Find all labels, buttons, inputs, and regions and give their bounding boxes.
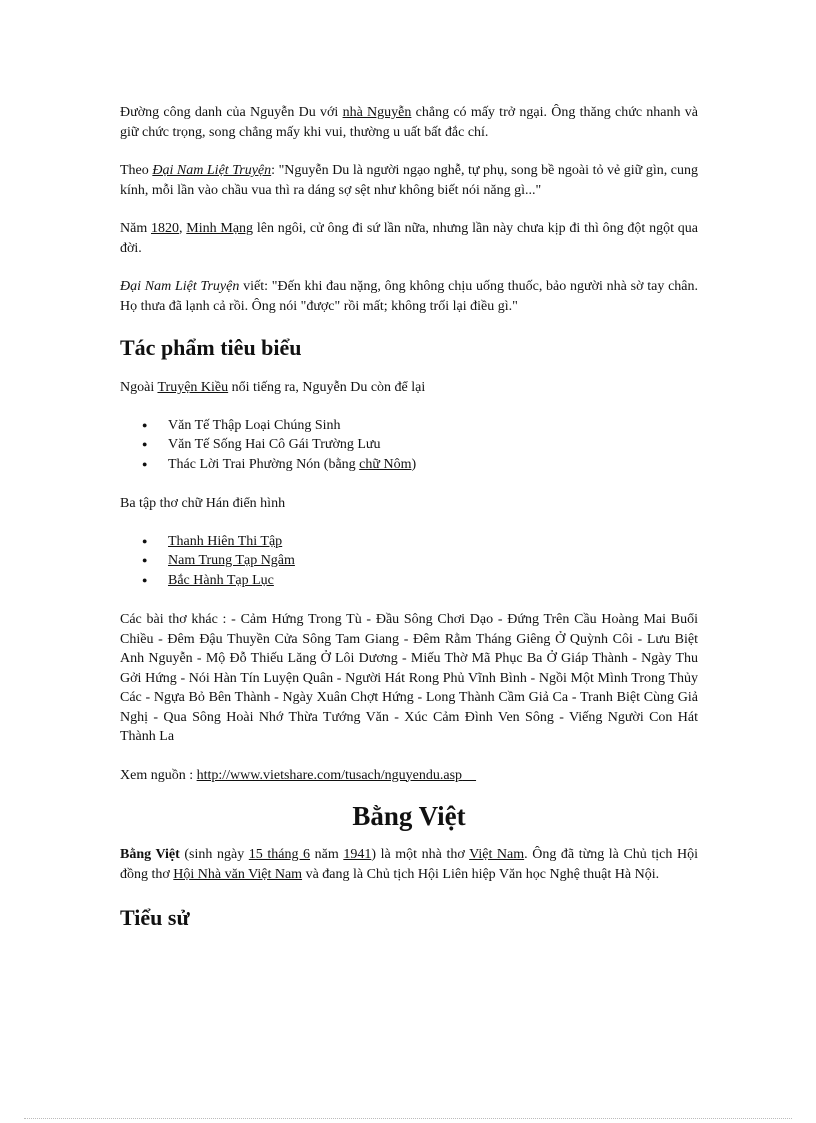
page-bottom-divider bbox=[24, 1118, 792, 1119]
bio-paragraph-4 bbox=[120, 277, 698, 316]
text: Đường công danh của Nguyễn Du với bbox=[120, 105, 343, 120]
source-line bbox=[120, 766, 698, 786]
article-title: Bằng Việt bbox=[352, 801, 466, 831]
italic-title: Đại Nam Liệt Truyện bbox=[120, 279, 240, 294]
list-item bbox=[168, 571, 698, 591]
bio-paragraph-3 bbox=[120, 219, 698, 258]
link-hoi-nha-van[interactable]: Hội Nhà văn Việt Nam bbox=[173, 866, 303, 882]
text: Ngoài bbox=[120, 380, 158, 395]
link-birth-year[interactable]: 1941 bbox=[343, 847, 372, 862]
text: viết: "Đến khi đau nặng, ông không chịu uống thuốc, bảo người nhà sờ tay chân. Họ thưa đã lạnh cả rồi. Ông nói "được" rồi mất; không trối lại điều gì." bbox=[120, 279, 698, 314]
works-heading: Tác phẩm tiêu biểu bbox=[120, 335, 302, 360]
text: Theo bbox=[120, 163, 153, 178]
link-birth-date[interactable]: 15 tháng 6 bbox=[248, 847, 311, 862]
text: Xem nguồn : bbox=[120, 767, 197, 783]
biography-heading: Tiểu sử bbox=[120, 905, 190, 930]
other-poems: Các bài thơ khác : - Cảm Hứng Trong Tù - Đầu Sông Chơi Dạo - Đứng Trên Cầu Hoàng Mai Buổi Chiều - Đêm Đậu Thuyền Cửa Sông Tam Giang - Đêm Rằm Tháng Giêng Ở Quỳnh Côi - Lưu Biệt Anh Nguyễn - Mộ Đỗ Thiếu Lăng Ở Lôi Dương - Miếu Thờ Mã Phục Ba Ở Giáp Thành - Ngày Thu Gởi Hứng - Nói Hàn Tín Luyện Quân - Người Hát Rong Phủ Vĩnh Bình - Ngồi Một Mình Trong Thủy Các - Ngựa Bỏ Bên Thành - Ngày Xuân Chợt Hứng - Long Thành Cầm Giả Ca - Tranh Biệt Cùng Giả Nghị - Qua Sông Hoài Nhớ Thừa Tướng Văn - Xúc Cảm Đình Ven Sông - Viếng Người Con Hát Thành La bbox=[120, 612, 698, 744]
text: năm bbox=[310, 847, 344, 862]
bio-paragraph-1 bbox=[120, 103, 698, 142]
text: nổi tiếng ra, Nguyễn Du còn để lại bbox=[228, 380, 426, 395]
link-dai-nam-liet-truyen[interactable]: Đại Nam Liệt Truyện bbox=[152, 163, 272, 178]
han-works-intro: Ba tập thơ chữ Hán điển hình bbox=[120, 496, 286, 511]
works-intro bbox=[120, 378, 698, 398]
link-viet-nam[interactable]: Việt Nam bbox=[469, 847, 525, 862]
list-item bbox=[168, 455, 698, 475]
document-page bbox=[120, 103, 698, 948]
bold-name: Bằng Việt bbox=[120, 847, 180, 862]
text: và đang là Chủ tịch Hội Liên hiệp Văn học Nghệ thuật Hà Nội. bbox=[302, 866, 660, 882]
text: Năm bbox=[120, 221, 151, 236]
link-bac-hanh-tap-luc[interactable]: Bắc Hành Tạp Lục bbox=[168, 572, 274, 588]
text: . Ông đã từng là Chủ tịch Hội đồng thơ bbox=[120, 847, 698, 882]
han-works-list bbox=[120, 532, 698, 591]
text: , bbox=[179, 221, 187, 236]
link-thanh-hien-thi-tap[interactable]: Thanh Hiên Thi Tập bbox=[168, 533, 283, 549]
text: : "Nguyễn Du là người ngạo nghễ, tự phụ, song bề ngoài tỏ vẻ giữ gìn, cung kính, mỗi lần vào chầu vua thì ra dáng sợ sệt như không biết nói năng gì..." bbox=[120, 163, 698, 198]
text: chẳng có mấy trở ngại. Ông thăng chức nhanh và giữ chức trọng, song chẳng mấy khi vui, thường u uất bất đắc chí. bbox=[120, 105, 699, 140]
link-chu-nom[interactable]: chữ Nôm bbox=[359, 456, 412, 472]
text: ) bbox=[411, 456, 417, 472]
list-item: ● Văn Tế Thập Loại Chúng Sinh bbox=[168, 416, 698, 436]
source-link[interactable]: http://www.vietshare.com/tusach/nguyendu.asp bbox=[196, 767, 463, 783]
text: Thác Lời Trai Phường Nón (bằng bbox=[168, 456, 360, 472]
bio-paragraph-2 bbox=[120, 161, 698, 200]
list-item bbox=[168, 532, 698, 552]
list-item bbox=[168, 551, 698, 571]
nom-works-list bbox=[120, 416, 698, 475]
text: ) là một nhà thơ bbox=[371, 847, 470, 862]
list-item: ● Văn Tế Sống Hai Cô Gái Trường Lưu bbox=[168, 435, 698, 455]
bang-viet-intro bbox=[120, 845, 698, 884]
link-nam-trung-tap-ngam[interactable]: Nam Trung Tạp Ngâm bbox=[168, 553, 295, 568]
text: lên ngôi, cử ông đi sứ lần nữa, nhưng lần này chưa kịp đi thì ông đột ngột qua đời. bbox=[120, 221, 698, 256]
link-minh-mang[interactable]: Minh Mạng bbox=[186, 221, 254, 236]
link-nha-nguyen[interactable]: nhà Nguyễn bbox=[342, 105, 412, 120]
link-truyen-kieu[interactable]: Truyện Kiều bbox=[157, 380, 229, 395]
text: (sinh ngày bbox=[179, 847, 249, 862]
link-year-1820[interactable]: 1820 bbox=[151, 221, 179, 236]
